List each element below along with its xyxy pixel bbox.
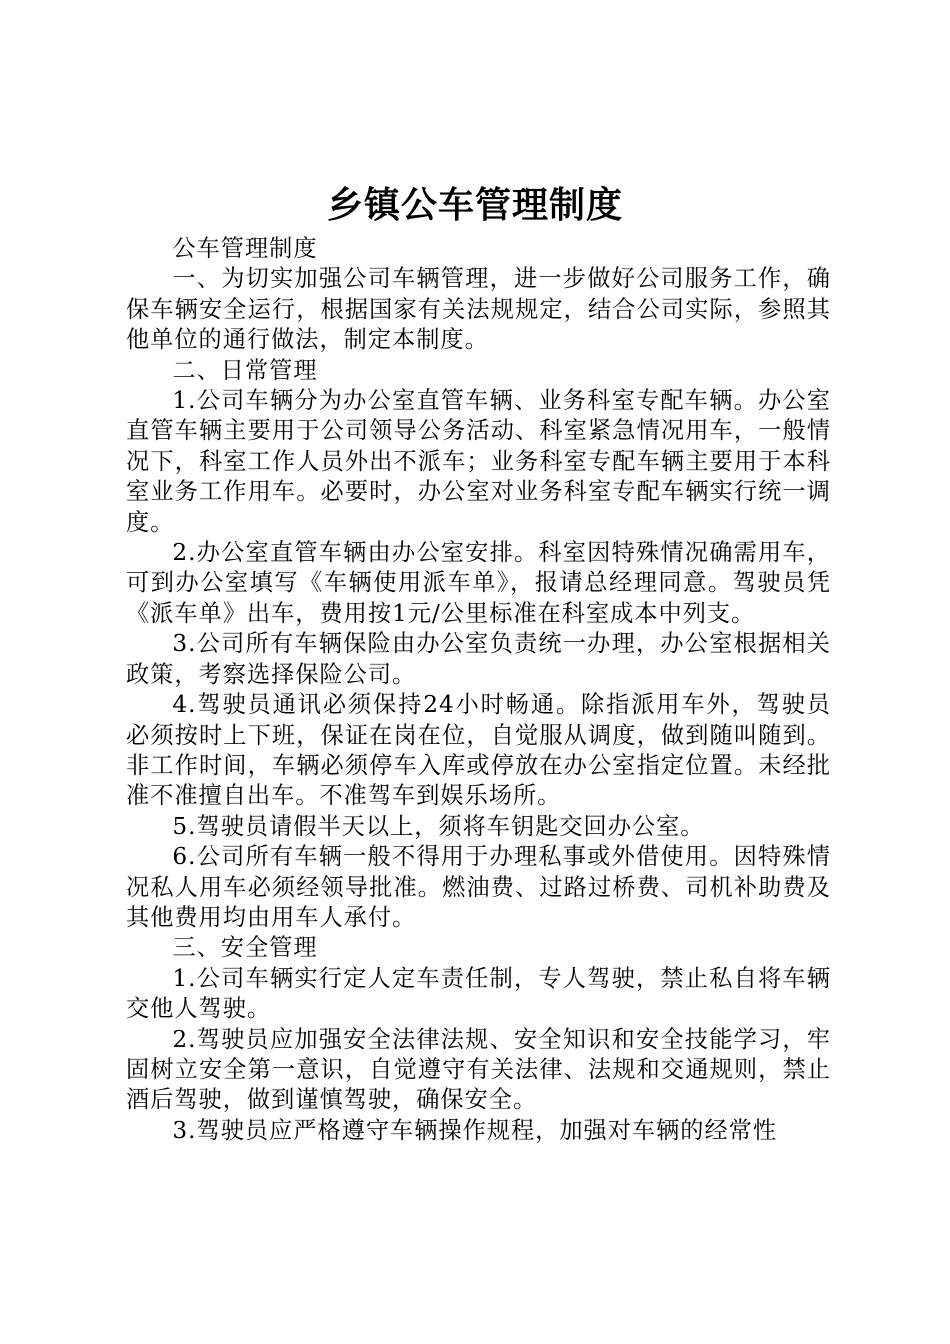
paragraph: 2.办公室直管车辆由办公室安排。科室因特殊情况确需用车，可到办公室填写《车辆使用派车单》，报请总经理同意。驾驶员凭《派车单》出车，费用按1元/公里标准在科室成本中列支。 xyxy=(126,539,831,627)
paragraph: 2.驾驶员应加强安全法律法规、安全知识和安全技能学习，牢固树立安全第一意识，自觉遵守有关法律、法规和交通规则，禁止酒后驾驶，做到谨慎驾驶，确保安全。 xyxy=(126,1025,831,1114)
paragraph: 1.公司车辆实行定人定车责任制，专人驾驶，禁止私自将车辆交他人驾驶。 xyxy=(126,964,831,1023)
document-body xyxy=(126,234,831,1146)
paragraph: 4.驾驶员通讯必须保持24小时畅通。除指派用车外，驾驶员必须按时上下班，保证在岗在位，自觉服从调度，做到随叫随到。非工作时间，车辆必须停车入库或停放在办公室指定位置。未经批准不准擅自出车。不准驾车到娱乐场所。 xyxy=(126,691,831,810)
document-title: 乡镇公车管理制度 xyxy=(326,185,623,226)
paragraph: 3.公司所有车辆保险由办公室负责统一办理，办公室根据相关政策，考察选择保险公司。 xyxy=(126,630,831,688)
section-heading: 二、日常管理 xyxy=(172,356,318,384)
paragraph: 5.驾驶员请假半天以上，须将车钥匙交回办公室。 xyxy=(172,812,705,840)
paragraph: 公车管理制度 xyxy=(172,235,318,262)
paragraph: 1.公司车辆分为办公室直管车辆、业务科室专配车辆。办公室直管车辆主要用于公司领导公务活动、科室紧急情况用车，一般情况下，科室工作人员外出不派车；业务科室专配车辆主要用于本科室业务工作用车。必要时，办公室对业务科室专配车辆实行统一调度。 xyxy=(126,387,831,536)
paragraph: 6.公司所有车辆一般不得用于办理私事或外借使用。因特殊情况私人用车必须经领导批准。燃油费、过路过桥费、司机补助费及其他费用均由用车人承付。 xyxy=(126,843,831,931)
section-heading: 三、安全管理 xyxy=(172,934,318,962)
paragraph: 3.驾驶员应严格遵守车辆操作规程，加强对车辆的经常性 xyxy=(172,1116,778,1144)
paragraph: 一、为切实加强公司车辆管理，进一步做好公司服务工作，确保车辆安全运行，根据国家有关法规规定，结合公司实际，参照其他单位的通行做法，制定本制度。 xyxy=(126,265,831,354)
